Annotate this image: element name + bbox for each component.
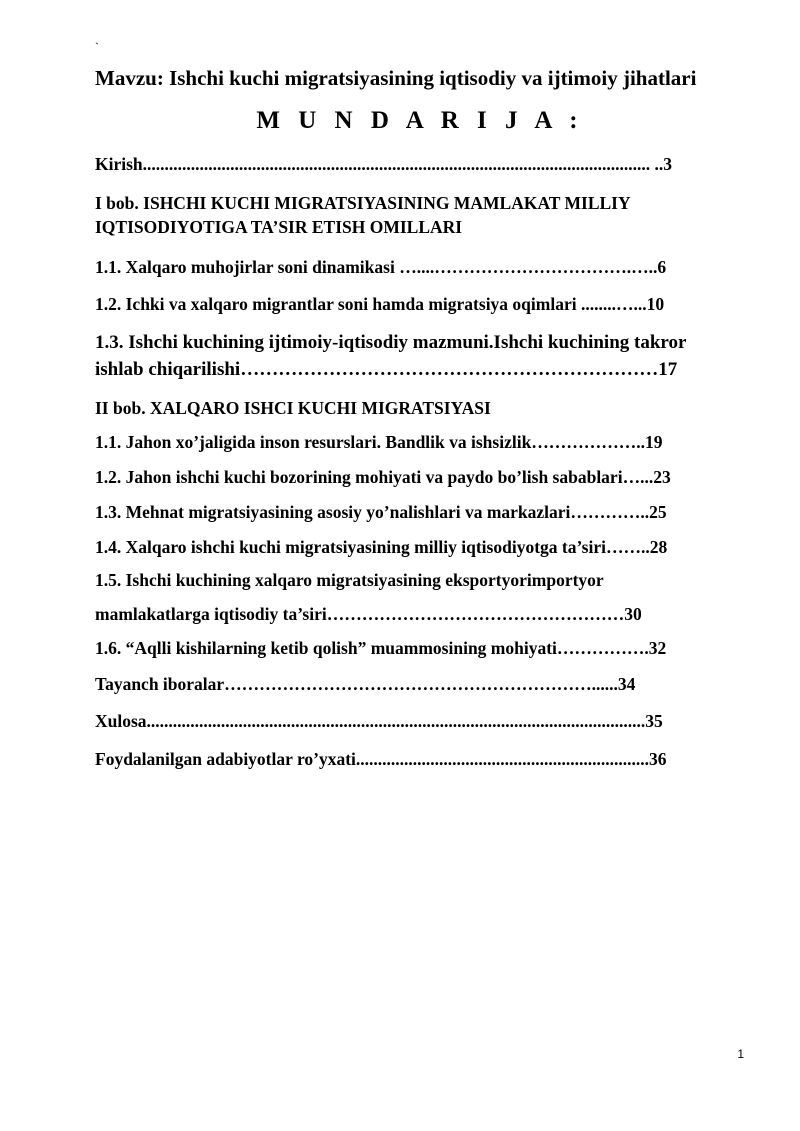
toc-entry-key-terms: Tayanch iboralar………………………………………………………......34 [95,674,636,694]
toc-entry-2-1: 1.1. Jahon xo’jaligida inson resurslari. Bandlik va ishsizlik………………..19 [95,432,663,452]
toc-entry-1-1: 1.1. Xalqaro muhojirlar soni dinamikasi …....…………………………….…..6 [95,257,667,277]
toc-entry-2-2: 1.2. Jahon ishchi kuchi bozorining mohiyati va paydo bo’lish sabablari…...23 [95,467,671,487]
toc-entry-2-3: 1.3. Mehnat migratsiyasining asosiy yo’nalishlari va markazlari…………..25 [95,502,667,522]
toc-entry-1-3-line-2: ishlab chiqarilishi…………………………………………………………17 [95,359,678,380]
toc-entry-2-5-line-1: 1.5. Ishchi kuchining xalqaro migratsiyasining eksportyorimportyor [95,570,604,590]
toc-entry-2-4: 1.4. Xalqaro ishchi kuchi migratsiyasining milliy iqtisodiyotga ta’siri……..28 [95,537,668,557]
page-number: 1 [737,1047,744,1061]
toc-heading: M U N D A R I J A : [256,107,584,134]
toc-entry-conclusion: Xulosa..................................................................................................................35 [95,711,663,731]
toc-entry-1-3-line-1: 1.3. Ishchi kuchining ijtimoiy-iqtisodiy mazmuni.Ishchi kuchining takror [95,332,687,353]
document-topic: Mavzu: Ishchi kuchi migratsiyasining iqtisodiy va ijtimoiy jihatlari [95,66,697,90]
toc-entry-2-5-line-2: mamlakatlarga iqtisodiy ta’siri……………………………………………30 [95,604,642,624]
toc-entry-references: Foydalanilgan adabiyotlar ro’yxati...................................................................36 [95,749,667,769]
stray-mark: ` [95,40,99,54]
toc-chapter-1-title-line-1: I bob. ISHCHI KUCHI MIGRATSIYASINING MAMLAKAT MILLIY [95,193,631,213]
toc-chapter-2-title: II bob. XALQARO ISHCI KUCHI MIGRATSIYASI [95,398,491,418]
toc-entry-1-2: 1.2. Ichki va xalqaro migrantlar soni hamda migratsiya oqimlari ........…...10 [95,294,665,314]
toc-entry-2-6: 1.6. “Aqlli kishilarning ketib qolish” muammosining mohiyati…………….32 [95,638,667,658]
toc-entry-introduction: Kirish.................................................................................................................... ..3 [95,154,673,174]
toc-chapter-1-title-line-2: IQTISODIYOTIGA TA’SIR ETISH OMILLARI [95,217,463,237]
